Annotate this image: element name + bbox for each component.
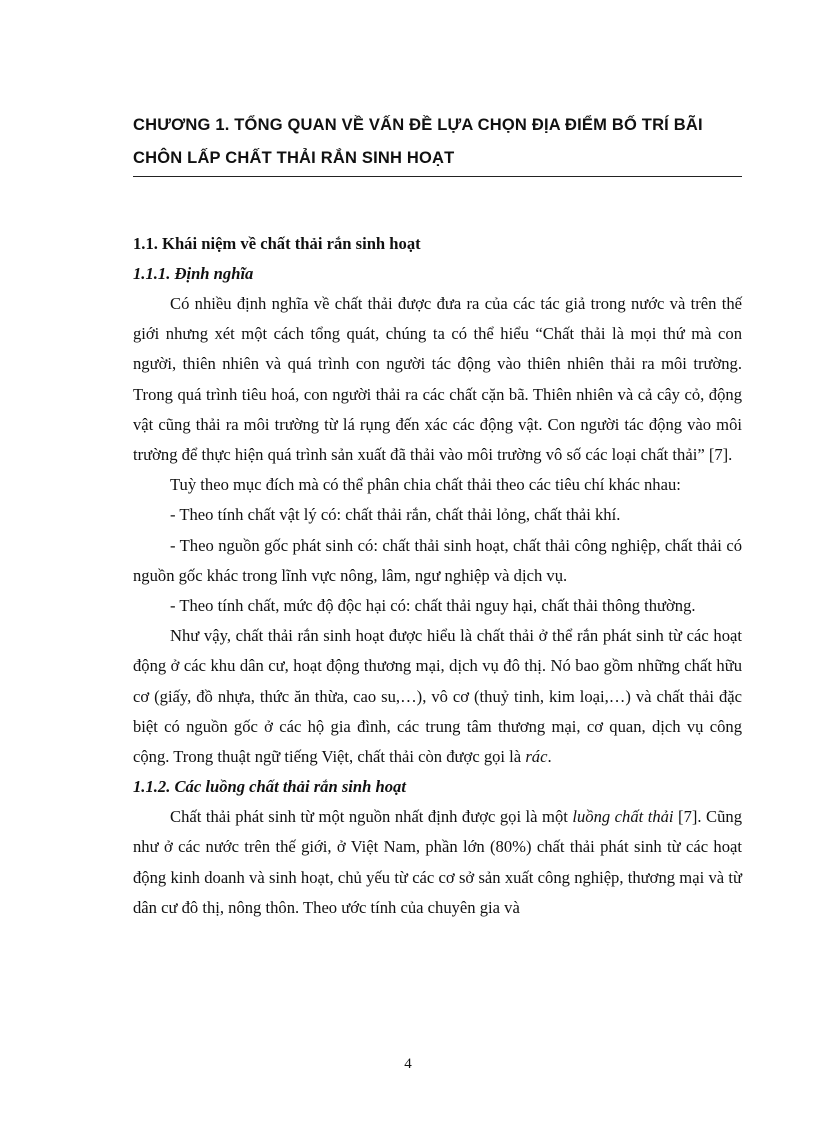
paragraph-streams-start: Chất thải phát sinh từ một nguồn nhất định được gọi là một [170,807,573,827]
chapter-divider [133,176,742,177]
subsection-heading-1-1-1: 1.1.1. Định nghĩa [133,264,254,283]
paragraph-definition: Có nhiều định nghĩa về chất thải được đưa ra của các tác giả trong nước và trên thế giới nhưng xét một cách tổng quát, chúng ta có thể hiểu “Chất thải là mọi thứ mà con người, thiên nhiên và quá trình con người tác động vào thiên nhiên thải ra môi trường. Trong quá trình tiêu hoá, con người thải ra các chất cặn bã. Thiên nhiên và cả cây cỏ, động vật cũng thải ra môi trường từ lá rụng đến xác các động vật. Con người tác động vào môi trường để thực hiện quá trình sản xuất đã thải vào môi trường vô số các loại chất thải” [7]. [133,294,742,465]
subsection-heading-1-1-2: 1.1.2. Các luồng chất thải rắn sinh hoạt [133,777,406,797]
chapter-title: CHƯƠNG 1. TỔNG QUAN VỀ VẤN ĐỀ LỰA CHỌN ĐỊA ĐIỂM BỐ TRÍ BÃI CHÔN LẤP CHẤT THẢI RẮN SINH HOẠT [133,116,703,167]
list-item-physical: - Theo tính chất vật lý có: chất thải rắn, chất thải lỏng, chất thải khí. [170,505,621,525]
list-item-origin: - Theo nguồn gốc phát sinh có: chất thải sinh hoạt, chất thải công nghiệp, chất thải có nguồn gốc khác trong lĩnh vực nông, lâm, ngư nghiệp và dịch vụ. [133,535,742,585]
page-number: 4 [404,1056,412,1072]
paragraph-streams-end: [7]. Cũng như ở các nước trên thế giới, ở Việt Nam, phần lớn (80%) chất thải phát sinh từ các hoạt động kinh doanh và sinh hoạt, chủ yếu từ các cơ sở sản xuất công nghiệp, thương mại và từ dân cư đô thị, nông thôn. Theo ước tính của chuyên gia và [133,807,743,917]
paragraph-msw-text: Như vậy, chất thải rắn sinh hoạt được hiểu là chất thải ở thể rắn phát sinh từ các hoạt động ở các khu dân cư, hoạt động thương mại, dịch vụ đô thị. Nó bao gồm những chất hữu cơ (giấy, đồ nhựa, thức ăn thừa, cao su,…), vô cơ (thuỷ tinh, kim loại,…) và chất thải đặc biệt có nguồn gốc ở các hộ gia đình, các trung tâm thương mại, cơ quan, dịch vụ công cộng. Trong thuật ngữ tiếng Việt, chất thải còn được gọi là [133,626,742,767]
body-text [133,229,742,923]
paragraph-classification-intro: Tuỳ theo mục đích mà có thể phân chia chất thải theo các tiêu chí khác nhau: [170,475,681,495]
paragraph-waste-streams [133,802,742,923]
list-item-toxicity: - Theo tính chất, mức độ độc hại có: chất thải nguy hại, chất thải thông thường. [170,596,696,616]
paragraph-msw-end: . [547,747,552,767]
term-luong-chat-thai: luồng chất thải [572,807,674,827]
term-rac: rác [525,747,548,767]
section-heading-1-1: 1.1. Khái niệm về chất thải rắn sinh hoạt [133,234,421,253]
paragraph-msw-definition [133,621,742,772]
